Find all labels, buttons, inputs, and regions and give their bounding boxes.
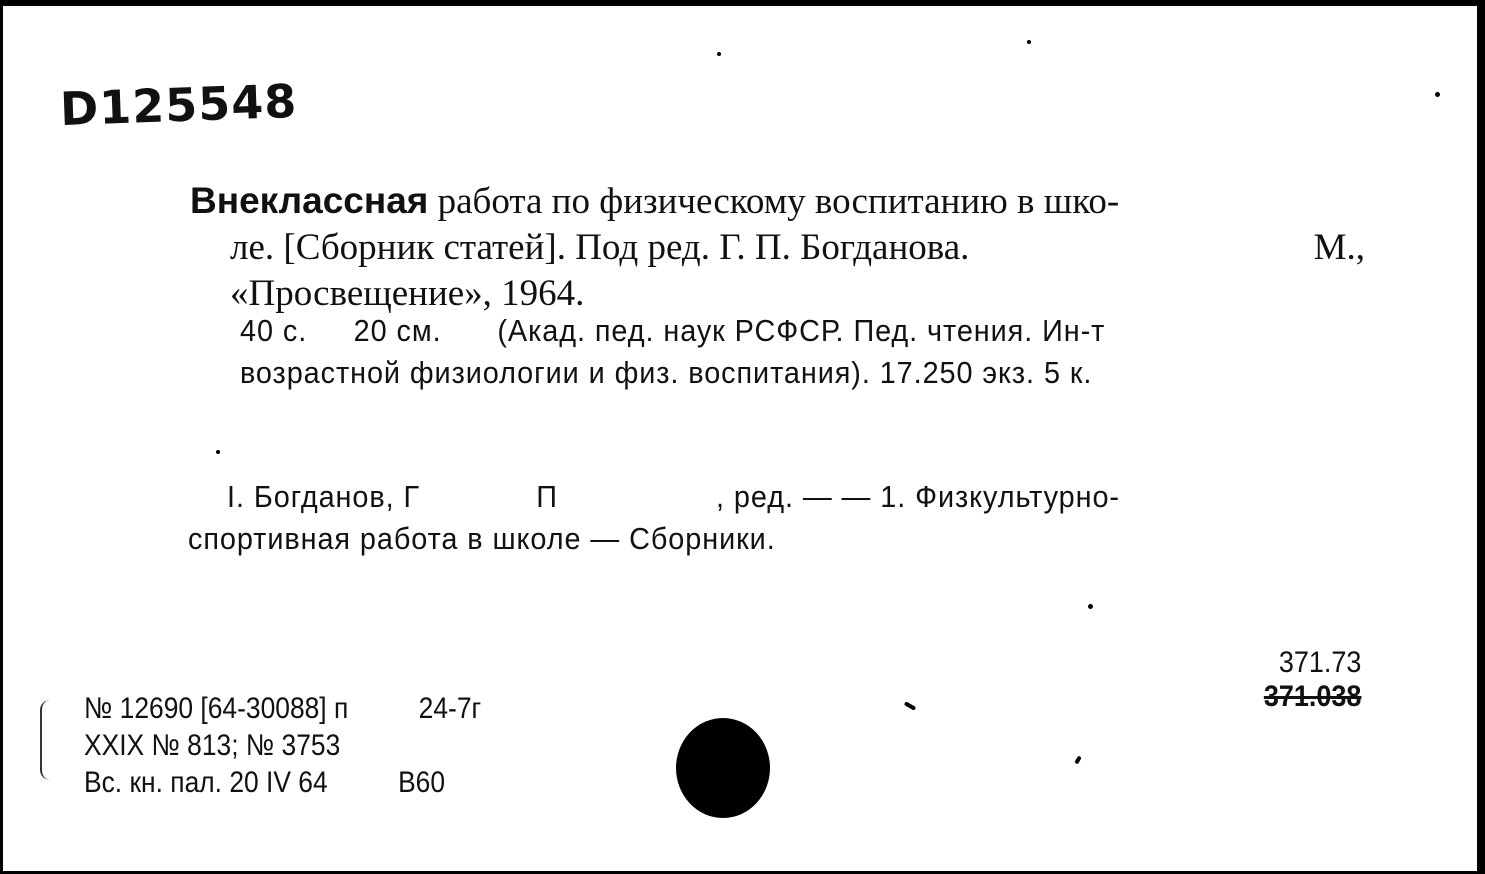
- collation-series: (Акад. пед. наук РСФСР. Пед. чтения. Ин-т: [497, 313, 1106, 348]
- title-line-2: [190, 225, 1365, 271]
- ink-speck: [216, 450, 220, 454]
- classification-current: 371.73: [1278, 646, 1361, 679]
- tracing-line-1: [188, 476, 1285, 518]
- collation: [240, 310, 1286, 394]
- ink-speck: [1088, 604, 1093, 609]
- classification: [1263, 646, 1361, 714]
- publication-place: М.,: [1313, 227, 1365, 268]
- ink-speck: [1074, 756, 1081, 765]
- punch-hole: [676, 718, 770, 818]
- imprint-chamber: Вс. кн. пал. 20 IV 64: [84, 766, 328, 799]
- imprint-line-3: [84, 764, 481, 801]
- title-text: работа по физическому воспитанию в шко-: [437, 181, 1120, 222]
- ink-speck: [1435, 92, 1440, 97]
- imprint-block: [84, 690, 481, 801]
- imprint-order-number: № 12690 [64-30088] п: [84, 692, 349, 725]
- bibliographic-description: [190, 178, 1365, 317]
- tracing-line-2: спортивная работа в школе — Сборники.: [188, 521, 776, 556]
- collation-size: 20 см.: [353, 313, 442, 348]
- bracket-mark: [40, 700, 56, 780]
- tracing-subject: , ред. — — 1. Физкультурно-: [716, 479, 1120, 514]
- card-border-right: [1477, 0, 1485, 874]
- imprint-code: 24-7г: [418, 692, 482, 725]
- imprint-batch: В60: [398, 766, 446, 799]
- imprint-line-2: XXIX № 813; № 3753: [84, 729, 341, 762]
- imprint-line-1: [84, 690, 481, 727]
- collation-pages: 40 с.: [240, 313, 308, 348]
- title-line-3: «Просвещение», 1964.: [230, 273, 585, 314]
- collation-line-2: возрастной физиологии и физ. воспитания). 17.250 экз. 5 к.: [240, 355, 1093, 390]
- tracings: [188, 476, 1285, 560]
- title-editor: ле. [Сборник статей]. Под ред. Г. П. Богданова.: [230, 227, 970, 268]
- ink-speck: [904, 701, 916, 710]
- classification-struck: 371.038: [1263, 680, 1361, 713]
- ink-speck: [717, 52, 721, 56]
- ink-speck: [1027, 40, 1031, 44]
- tracing-initial: П: [536, 479, 558, 514]
- title-heading: Внеклассная: [190, 180, 429, 221]
- card-border-top: [0, 0, 1485, 6]
- tracing-author: I. Богданов, Г: [227, 479, 421, 514]
- card-border-left: [0, 0, 3, 874]
- inventory-number: D125548: [59, 73, 299, 137]
- title-line-1: [190, 178, 1365, 225]
